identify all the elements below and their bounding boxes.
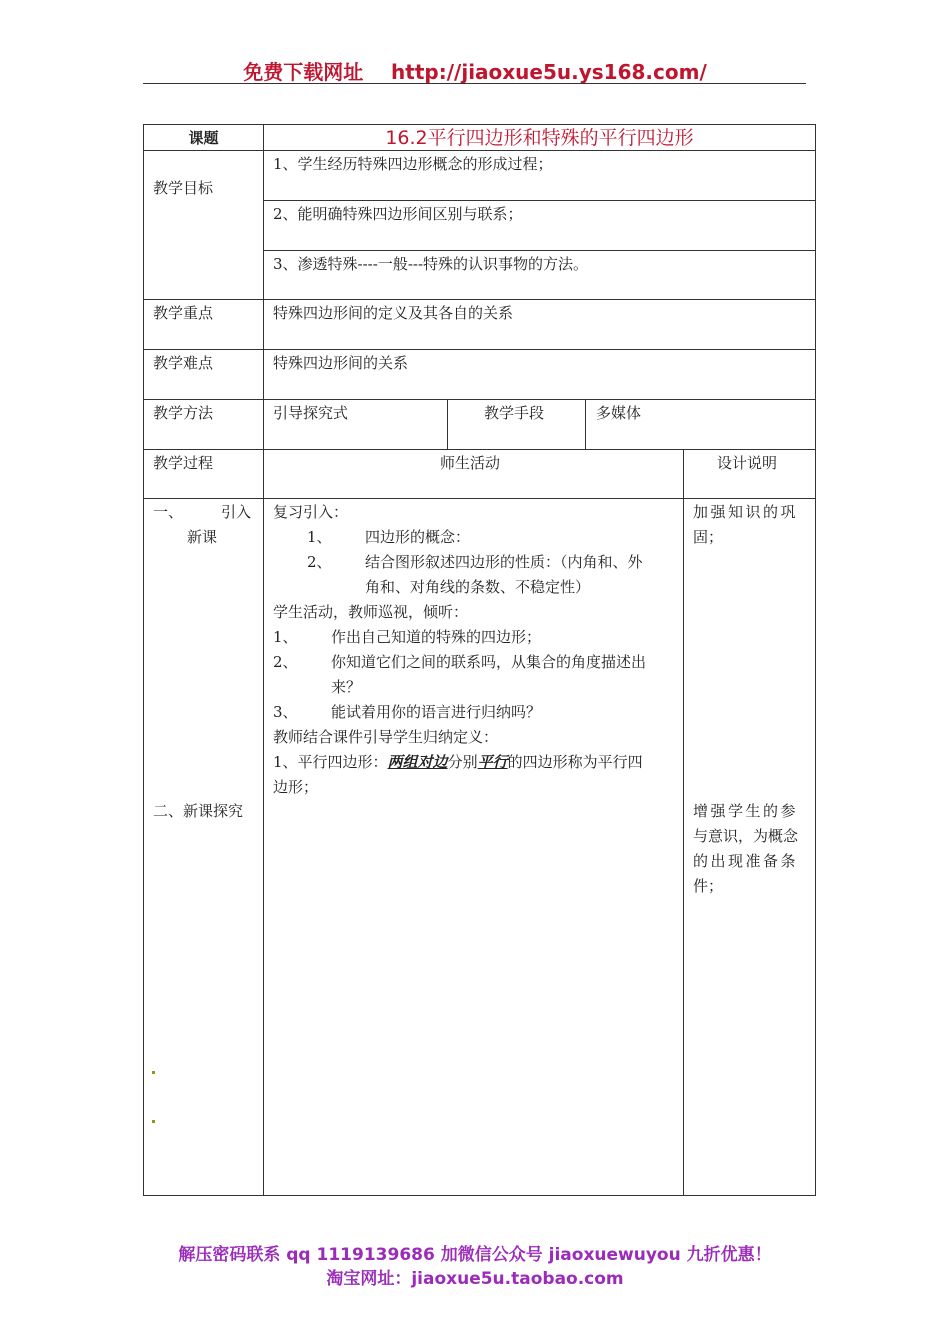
objectives-label-cell [143, 150, 264, 300]
course-label: 课题 [188, 129, 219, 147]
process-label: 教学过程 [153, 454, 214, 472]
review-2-text: 结合图形叙述四边形的性质：（内角和、外 [365, 553, 643, 571]
review-2-number: 2、 [307, 553, 332, 571]
course-title: 16.2平行四边形和特殊的平行四边形 [385, 127, 694, 149]
step1-word1: 引入 [221, 503, 252, 521]
footer-contact: 解压密码联系 qq 1119139686 加微信公众号 jiaoxuewuyou 九折优惠！ [178, 1245, 772, 1265]
activity-2-number: 2、 [273, 653, 298, 671]
decorative-dot [152, 1120, 155, 1123]
objective-3: 3、渗透特殊----一般---特殊的认识事物的方法。 [273, 255, 589, 273]
activity-3-text: 能试着用你的语言进行归纳吗？ [331, 703, 542, 721]
objectives-label: 教学目标 [153, 179, 214, 197]
review-1-text: 四边形的概念： [365, 528, 471, 546]
design-note-2-cont3: 件； [693, 877, 724, 895]
activity-2-text: 你知道它们之间的联系吗，从集合的角度描述出 [331, 653, 647, 671]
review-1-number: 1、 [307, 528, 332, 546]
student-activity: 学生活动，教师巡视，倾听： [273, 603, 469, 621]
design-label: 设计说明 [717, 454, 778, 472]
design-note-2: 增强学生的参 [693, 802, 799, 820]
method-text: 引导探究式 [273, 404, 349, 422]
activity-1-text: 作出自己知道的特殊的四边形； [331, 628, 542, 646]
key-points-label: 教学重点 [153, 304, 214, 322]
objective-1: 1、学生经历特殊四边形概念的形成过程； [273, 155, 553, 173]
step2-label: 二、新课探究 [153, 802, 244, 820]
footer-shop-url: 淘宝网址：jiaoxue5u.taobao.com [326, 1269, 624, 1289]
means-label: 教学手段 [484, 404, 545, 422]
definition-prefix: 1、平行四边形： [273, 753, 388, 771]
design-note-1: 加强知识的巩 [693, 503, 799, 521]
step1-number: 一、 [153, 503, 184, 521]
definition-line [273, 750, 643, 775]
review-title: 复习引入： [273, 503, 349, 521]
activity-label: 师生活动 [440, 454, 501, 472]
difficulty-text: 特殊四边形间的关系 [273, 354, 409, 372]
key-points-text: 特殊四边形间的定义及其各自的关系 [273, 304, 514, 322]
teacher-guide: 教师结合课件引导学生归纳定义： [273, 728, 499, 746]
definition-emphasis-1: 两组对边 [387, 753, 448, 771]
activity-2-text-cont: 来？ [331, 678, 362, 696]
process-steps-cell [143, 498, 264, 1196]
download-url-header: 免费下载网址 http://jiaoxue5u.ys168.com/ [243, 60, 707, 84]
activity-3-number: 3、 [273, 703, 298, 721]
definition-middle: 分别 [447, 753, 478, 771]
objective-2: 2、能明确特殊四边形间区别与联系； [273, 205, 523, 223]
decorative-dot [152, 1071, 155, 1074]
difficulty-label: 教学难点 [153, 354, 214, 372]
design-note-1-cont: 固； [693, 528, 724, 546]
design-note-2-cont2: 的出现准备条 [693, 852, 799, 870]
definition-line-2: 边形； [273, 778, 319, 796]
definition-emphasis-2: 平行 [477, 753, 508, 771]
activity-1-number: 1、 [273, 628, 298, 646]
step1-word2: 新课 [187, 528, 218, 546]
header-divider [143, 83, 806, 84]
method-label: 教学方法 [153, 404, 214, 422]
definition-suffix: 的四边形称为平行四 [507, 753, 643, 771]
review-2-text-cont: 角和、对角线的条数、不稳定性） [365, 578, 591, 596]
design-note-2-cont1: 与意识，为概念 [693, 827, 799, 845]
means-text: 多媒体 [596, 404, 642, 422]
